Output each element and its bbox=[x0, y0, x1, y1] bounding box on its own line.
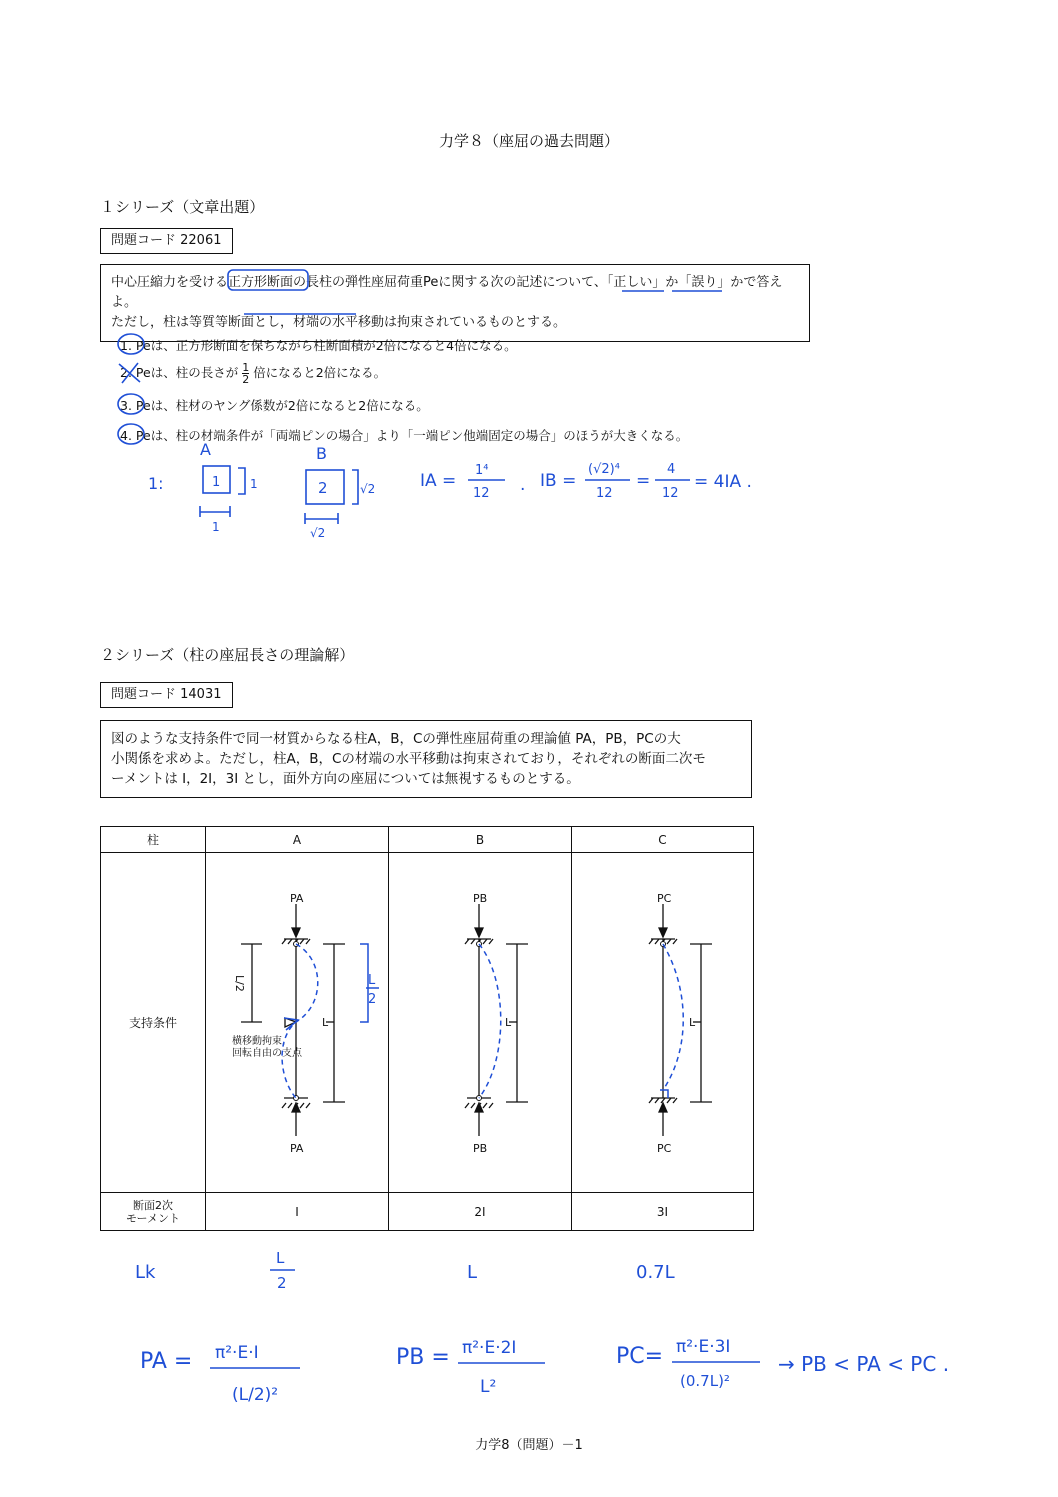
hw-pc-den: (0.7L)² bbox=[680, 1372, 730, 1390]
arrow-head bbox=[292, 1103, 300, 1112]
option-number: 4. bbox=[120, 428, 132, 443]
hw-label-b: B bbox=[316, 444, 327, 463]
arrow-head bbox=[475, 1103, 483, 1112]
row-moment-label-line: モーメント bbox=[125, 1211, 180, 1225]
option-number: 2. bbox=[120, 365, 132, 380]
option-number: 1. bbox=[120, 338, 132, 353]
hw-side-b: √2 bbox=[360, 482, 376, 496]
hw-side-a-bottom: 1 bbox=[212, 520, 220, 534]
moment-c: 3I bbox=[572, 1193, 754, 1231]
hw-box-a: 1 bbox=[212, 475, 221, 490]
question-line: 図のような支持条件で同一材質からなる柱A，B，Cの弾性座屈荷重の理論値 PA，PB，PCの大 bbox=[111, 731, 681, 747]
hw-pc-lhs: PC= bbox=[616, 1344, 664, 1369]
arrow-head bbox=[659, 1103, 667, 1112]
hw-eq-ib-den: 12 bbox=[596, 486, 613, 501]
option-text-after: 倍になると2倍になる。 bbox=[253, 365, 387, 380]
hw-right-angle bbox=[660, 1090, 668, 1098]
dim-label-c: L bbox=[689, 1016, 696, 1029]
arrow-head bbox=[659, 928, 667, 937]
option-text: Peは、柱の材端条件が「両端ピンの場合」より「一端ピン他端固定の場合」のほうが大きくなる。 bbox=[135, 428, 689, 443]
annotation-line: 回転自由の支点 bbox=[232, 1048, 302, 1059]
hw-dim-num: L bbox=[368, 973, 376, 988]
question-line: ただし，柱は等質等断面とし，材端の水平移動は拘束されているものとする。 bbox=[111, 315, 567, 330]
option-text: Peは、柱の長さが bbox=[135, 365, 239, 380]
hw-pa-num: π²·E·I bbox=[215, 1343, 259, 1363]
col-a: A bbox=[206, 827, 389, 853]
hw-pa-lhs: PA = bbox=[140, 1349, 193, 1374]
hw-bracket bbox=[360, 944, 368, 1022]
fraction-numerator: 1 bbox=[242, 361, 250, 374]
section2-code: 問題コード 14031 bbox=[100, 682, 233, 708]
section2-heading: ２シリーズ（柱の座屈長さの理論解） bbox=[100, 646, 355, 664]
hw-pb-den: L² bbox=[480, 1377, 497, 1397]
hw-lk-b: L bbox=[467, 1262, 478, 1283]
page-footer: 力学8（問題）－1 bbox=[475, 1438, 583, 1453]
hw-eq-ib-num2: 4 bbox=[667, 462, 676, 477]
hw-eq-ia-num: 1⁴ bbox=[475, 463, 489, 478]
row-support-label: 支持条件 bbox=[101, 853, 206, 1193]
load-label-c-top: PC bbox=[657, 892, 672, 905]
load-label-a-top: PA bbox=[290, 892, 304, 905]
fraction-denominator: 2 bbox=[242, 373, 250, 386]
load-label-c-bottom: PC bbox=[657, 1142, 672, 1155]
hw-eq-ib-num: (√2)⁴ bbox=[588, 462, 620, 477]
hw-conclusion: → PB < PA < PC . bbox=[778, 1352, 950, 1376]
row-moment-label-line: 断面2次 bbox=[133, 1198, 173, 1212]
hw-pc-num: π²·E·3I bbox=[676, 1337, 731, 1357]
buckle-shape-b bbox=[479, 944, 501, 1098]
hw-pb-lhs: PB = bbox=[396, 1345, 450, 1370]
load-label-b-top: PB bbox=[473, 892, 488, 905]
option-text: Peは、正方形断面を保ちながら柱断面積が2倍になると4倍になる。 bbox=[135, 338, 517, 353]
option-text: Peは、柱材のヤング係数が2倍になると2倍になる。 bbox=[135, 398, 429, 413]
dim-label-b: L bbox=[505, 1016, 512, 1029]
question-line: ーメントは I，2I，3I とし，面外方向の座屈については無視するものとする。 bbox=[111, 771, 580, 787]
col-header: 柱 bbox=[101, 827, 206, 853]
hw-pb-num: π²·E·2I bbox=[462, 1338, 517, 1358]
hw-side-a: 1 bbox=[250, 477, 258, 491]
hw-pa-den: (L/2)² bbox=[232, 1385, 279, 1405]
col-b: B bbox=[389, 827, 572, 853]
question-line: 小関係を求めよ。ただし，柱A，B，Cの材端の水平移動は拘束されており，それぞれの断面二次モ bbox=[111, 751, 706, 767]
hw-dim-den: 2 bbox=[368, 992, 377, 1007]
hw-lk-a-den: 2 bbox=[277, 1274, 287, 1292]
section1-heading: １シリーズ（文章出題） bbox=[100, 198, 265, 216]
hw-lk-c: 0.7L bbox=[636, 1262, 675, 1283]
hw-dot: . bbox=[520, 475, 526, 495]
hw-eq-ib-den2: 12 bbox=[662, 486, 679, 501]
arrow-head bbox=[475, 928, 483, 937]
hw-lk-a-num: L bbox=[276, 1249, 285, 1267]
arrow-head bbox=[292, 928, 300, 937]
section1-code: 問題コード 22061 bbox=[100, 228, 233, 254]
dim-label-half: L/2 bbox=[233, 975, 246, 992]
load-label-a-bottom: PA bbox=[290, 1142, 304, 1155]
hw-eq-sign: = bbox=[636, 471, 651, 491]
moment-a: I bbox=[206, 1193, 389, 1231]
hw-eq-ia: IA = bbox=[420, 471, 457, 491]
load-label-b-bottom: PB bbox=[473, 1142, 488, 1155]
hw-side-b-bottom: √2 bbox=[310, 526, 326, 540]
hw-eq-result: = 4IA . bbox=[694, 472, 752, 492]
option-number: 3. bbox=[120, 398, 132, 413]
hw-box-b: 2 bbox=[318, 479, 328, 497]
hw-eq-ia-den: 12 bbox=[473, 486, 490, 501]
buckle-shape-c bbox=[663, 944, 683, 1090]
moment-b: 2I bbox=[389, 1193, 572, 1231]
section2-handwriting bbox=[0, 1240, 1058, 1420]
hw-eq-ib: IB = bbox=[540, 471, 577, 491]
annotation-line: 横移動拘束， bbox=[232, 1036, 292, 1047]
dim-label-a: L bbox=[322, 1016, 329, 1029]
hw-prefix: 1: bbox=[148, 474, 164, 493]
page-title: 力学８（座屈の過去問題） bbox=[438, 132, 619, 150]
col-c: C bbox=[572, 827, 754, 853]
hw-lk-label: Lk bbox=[135, 1262, 156, 1283]
hw-label-a: A bbox=[200, 440, 211, 459]
buckle-shape-a bbox=[282, 944, 318, 1098]
question-line: 中心圧縮力を受ける正方形断面の長柱の弾性座屈荷重Peに関する次の記述について、「正しい」か「誤り」かで答えよ。 bbox=[111, 275, 783, 310]
